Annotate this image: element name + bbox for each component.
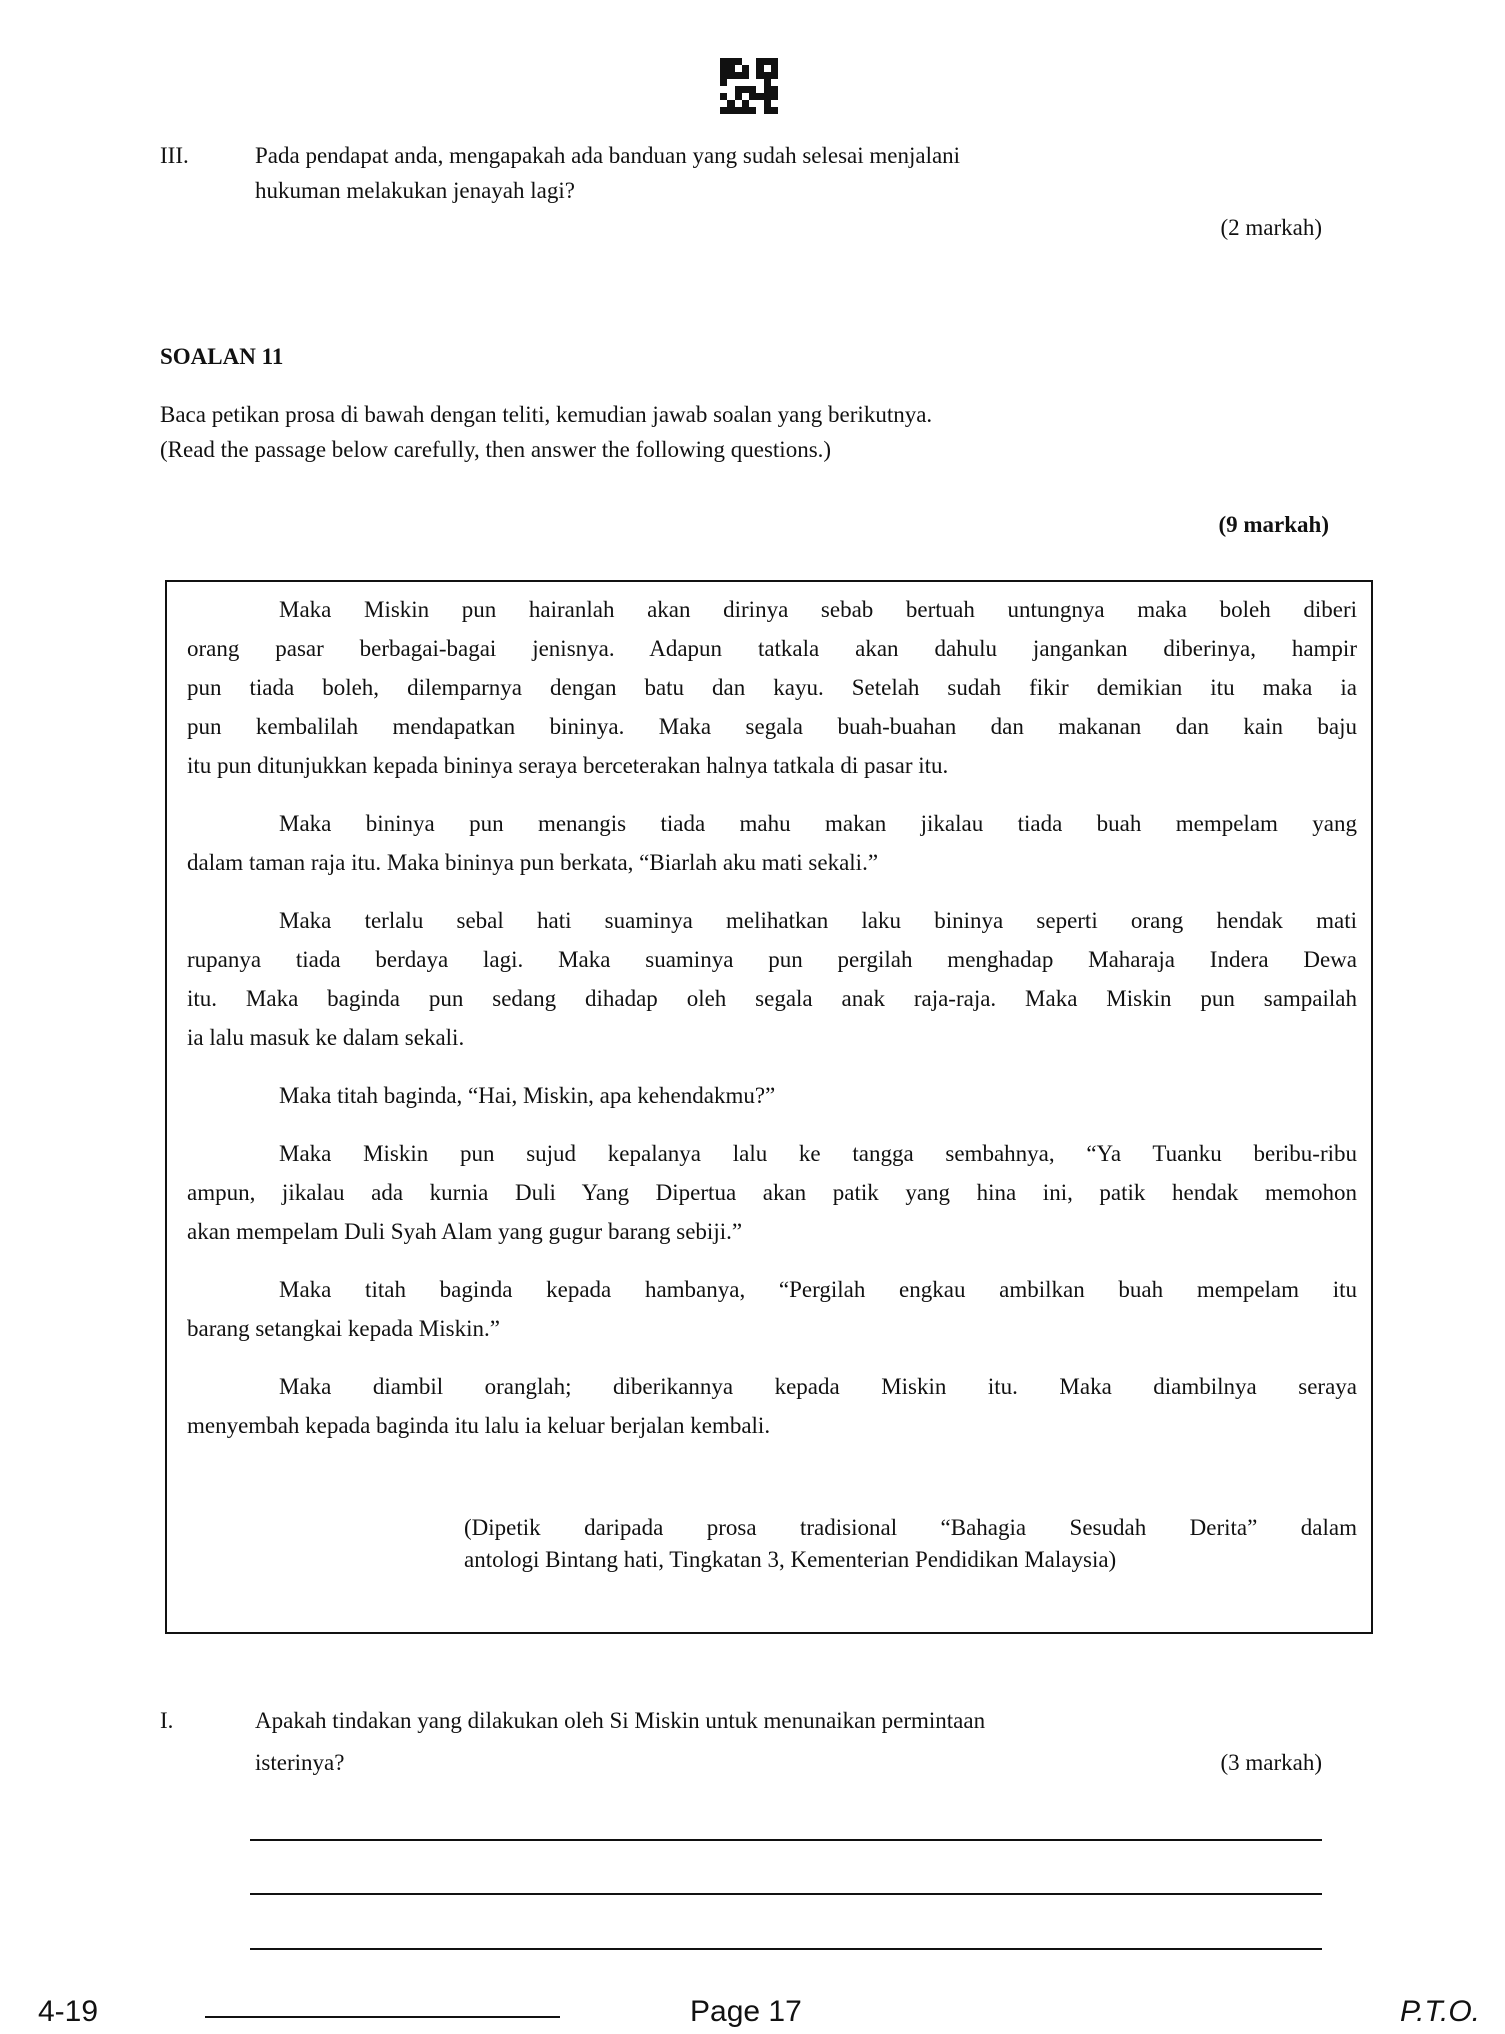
answer-line[interactable] [250, 1839, 1322, 1841]
passage-line: pun tiada boleh, dilemparnya dengan batu dan kayu. Setelah sudah fikir demikian itu maka ia [187, 675, 1357, 700]
section-title: SOALAN 11 [160, 344, 284, 369]
footer-divider [205, 2016, 560, 2018]
question-text-line: hukuman melakukan jenayah lagi? [255, 178, 575, 203]
passage-paragraph [187, 1270, 1357, 1348]
passage-paragraph [187, 590, 1357, 785]
passage-line: rupanya tiada berdaya lagi. Maka suaminya pun pergilah menghadap Maharaja Indera Dewa [187, 947, 1357, 972]
answer-line[interactable] [250, 1948, 1322, 1950]
passage-paragraph [187, 1076, 1357, 1115]
passage-paragraph [187, 901, 1357, 1057]
question-number: III. [160, 143, 189, 168]
passage-box [165, 580, 1373, 1634]
passage-line: Maka terlalu sebal hati suaminya melihatkan laku bininya seperti orang hendak mati [279, 908, 1357, 933]
section-marks: (9 markah) [1218, 512, 1329, 537]
passage-paragraph [187, 1134, 1357, 1251]
passage-line: akan mempelam Duli Syah Alam yang gugur barang sebiji.” [187, 1219, 743, 1244]
question-text-line: Pada pendapat anda, mengapakah ada banduan yang sudah selesai menjalani [255, 143, 961, 168]
passage-line: Maka titah baginda kepada hambanya, “Pergilah engkau ambilkan buah mempelam itu [279, 1277, 1357, 1302]
passage-line: menyembah kepada baginda itu lalu ia keluar berjalan kembali. [187, 1413, 771, 1438]
passage-line: ampun, jikalau ada kurnia Duli Yang Dipertua akan patik yang hina ini, patik hendak memohon [187, 1180, 1357, 1205]
passage-line: barang setangkai kepada Miskin.” [187, 1316, 500, 1341]
passage-line: itu pun ditunjukkan kepada bininya seraya berceterakan halnya tatkala di pasar itu. [187, 753, 949, 778]
instruction-en: (Read the passage below carefully, then answer the following questions.) [160, 437, 832, 462]
pto-label: P.T.O. [1399, 1995, 1480, 2028]
qr-code [720, 58, 778, 114]
passage-source [464, 1512, 1357, 1576]
question-text-line: Apakah tindakan yang dilakukan oleh Si Miskin untuk menunaikan permintaan [255, 1708, 986, 1733]
answer-line[interactable] [250, 1893, 1322, 1895]
passage-line: itu. Maka baginda pun sedang dihadap oleh segala anak raja-raja. Maka Miskin pun sampailah [187, 986, 1357, 1011]
passage-line: ia lalu masuk ke dalam sekali. [187, 1025, 465, 1050]
question-text-line: isterinya? [255, 1750, 345, 1775]
source-line: antologi Bintang hati, Tingkatan 3, Kementerian Pendidikan Malaysia) [464, 1547, 1117, 1572]
passage-line: orang pasar berbagai-bagai jenisnya. Adapun tatkala akan dahulu jangankan diberinya, hampir [187, 636, 1357, 661]
instruction-ms: Baca petikan prosa di bawah dengan teliti, kemudian jawab soalan yang berikutnya. [160, 402, 933, 427]
page-number: Page 17 [690, 1995, 802, 2028]
footer-code: 4-19 [38, 1995, 99, 2028]
passage-paragraph [187, 1367, 1357, 1445]
passage-line: Maka diambil oranglah; diberikannya kepada Miskin itu. Maka diambilnya seraya [279, 1374, 1357, 1399]
passage-line: dalam taman raja itu. Maka bininya pun berkata, “Biarlah aku mati sekali.” [187, 850, 879, 875]
passage-line: Maka Miskin pun hairanlah akan dirinya sebab bertuah untungnya maka boleh diberi [279, 597, 1357, 622]
passage-line: Maka Miskin pun sujud kepalanya lalu ke tangga sembahnya, “Ya Tuanku beribu-ribu [279, 1141, 1357, 1166]
question-marks: (3 markah) [1220, 1750, 1322, 1775]
passage-line: Maka bininya pun menangis tiada mahu makan jikalau tiada buah mempelam yang [279, 811, 1357, 836]
source-line: (Dipetik daripada prosa tradisional “Bahagia Sesudah Derita” dalam [464, 1515, 1357, 1540]
question-marks: (2 markah) [1220, 215, 1322, 240]
question-number: I. [160, 1708, 174, 1733]
passage-paragraph [187, 804, 1357, 882]
passage-line: pun kembalilah mendapatkan bininya. Maka segala buah-buahan dan makanan dan kain baju [187, 714, 1357, 739]
passage-line: Maka titah baginda, “Hai, Miskin, apa kehendakmu?” [279, 1083, 776, 1108]
